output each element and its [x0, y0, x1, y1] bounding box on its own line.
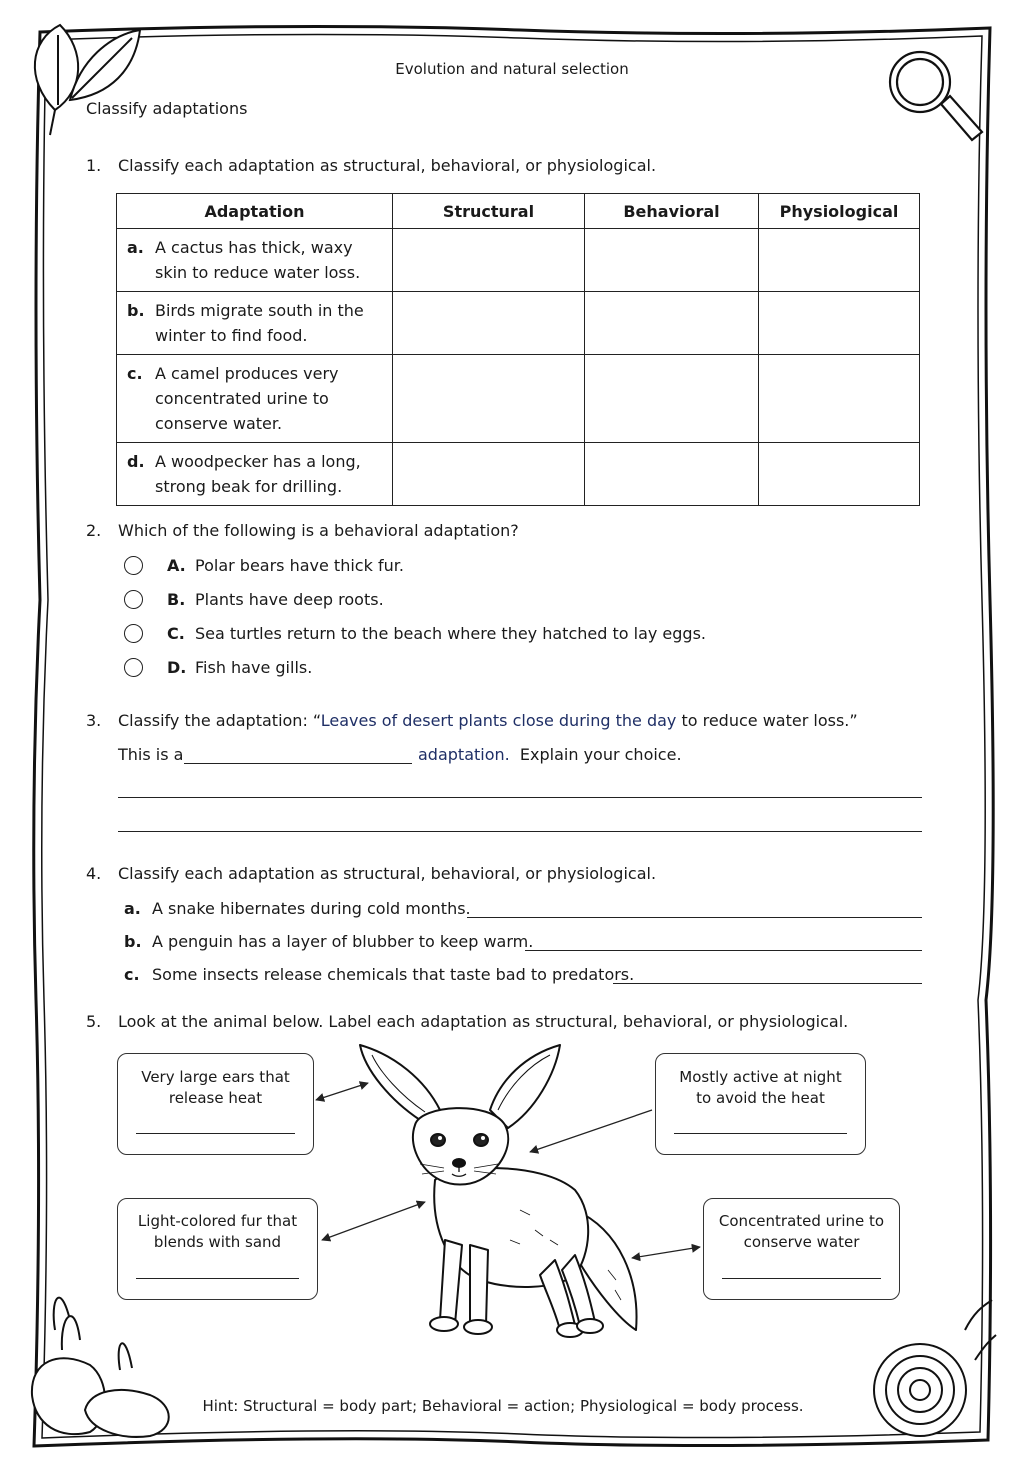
- fill-in-end-text: adaptation.: [418, 745, 510, 764]
- column-header-physiological: Physiological: [759, 194, 920, 229]
- question-prompt: Classify each adaptation as structural, behavioral, or physiological.: [118, 864, 657, 883]
- option-letter: A.: [167, 556, 186, 575]
- column-header-behavioral: Behavioral: [585, 194, 759, 229]
- option-text: Plants have deep roots.: [195, 590, 384, 609]
- question-number: 3.: [86, 711, 102, 730]
- label-box-fur: [117, 1198, 318, 1300]
- label-box-night: [655, 1053, 866, 1155]
- column-header-adaptation: Adaptation: [117, 194, 393, 229]
- label-text: Very large ears that release heat: [141, 1068, 290, 1107]
- option-text: Polar bears have thick fur.: [195, 556, 404, 575]
- label-text: Light-colored fur that blends with sand: [137, 1212, 298, 1251]
- option-letter: D.: [167, 658, 187, 677]
- option-letter: C.: [167, 624, 185, 643]
- item-letter: d.: [127, 452, 145, 471]
- column-header-structural: Structural: [393, 194, 585, 229]
- arrow-fur: [322, 1202, 425, 1240]
- item-letter: a.: [124, 899, 141, 918]
- answer-line[interactable]: [136, 1133, 295, 1134]
- item-text: A snake hibernates during cold months.: [152, 899, 471, 918]
- fill-in-start: This is a: [118, 745, 184, 764]
- option-text: Sea turtles return to the beach where they hatched to lay eggs.: [195, 624, 707, 643]
- question-number: 5.: [86, 1012, 102, 1031]
- quoted-adaptation: Leaves of desert plants close during the day: [320, 711, 677, 730]
- question-number: 1.: [86, 156, 102, 175]
- explain-instruction: Explain your choice.: [519, 745, 682, 764]
- subject-title: Evolution and natural selection: [395, 60, 629, 78]
- page-title: Classify adaptations: [86, 99, 248, 118]
- item-letter: c.: [124, 965, 140, 984]
- item-text: A woodpecker has a long, strong beak for drilling.: [155, 452, 361, 496]
- question-prompt: Classify each adaptation as structural, behavioral, or physiological.: [118, 156, 657, 175]
- item-text: Birds migrate south in the winter to find food.: [155, 301, 364, 345]
- item-letter: c.: [127, 364, 143, 383]
- question-number: 2.: [86, 521, 102, 540]
- question-number: 4.: [86, 864, 102, 883]
- question-prompt: Look at the animal below. Label each adaptation as structural, behavioral, or physiological.: [118, 1012, 849, 1031]
- item-text: A penguin has a layer of blubber to keep warm.: [152, 932, 534, 951]
- question-prompt: Which of the following is a behavioral adaptation?: [118, 521, 519, 540]
- item-letter: b.: [124, 932, 142, 951]
- arrow-night: [530, 1110, 652, 1152]
- hint-text: Hint: Structural = body part; Behavioral = action; Physiological = body process.: [202, 1397, 804, 1415]
- prompt-start: Classify the adaptation: “: [118, 711, 321, 730]
- option-text: Fish have gills.: [195, 658, 313, 677]
- prompt-end: to reduce water loss.”: [676, 711, 858, 730]
- label-box-urine: [703, 1198, 900, 1300]
- item-letter: b.: [127, 301, 145, 320]
- item-text: Some insects release chemicals that taste bad to predators.: [152, 965, 635, 984]
- arrow-ears: [316, 1083, 368, 1100]
- label-box-ears: [117, 1053, 314, 1155]
- item-text: A camel produces very concentrated urine to conserve water.: [155, 364, 339, 433]
- option-letter: B.: [167, 590, 186, 609]
- item-letter: a.: [127, 238, 144, 257]
- label-text: Mostly active at night to avoid the heat: [679, 1068, 842, 1107]
- item-text: A cactus has thick, waxy skin to reduce water loss.: [155, 238, 361, 282]
- arrow-urine: [632, 1247, 700, 1258]
- answer-line[interactable]: [722, 1278, 881, 1279]
- label-text: Concentrated urine to conserve water: [718, 1212, 885, 1251]
- answer-line[interactable]: [136, 1278, 299, 1279]
- answer-line[interactable]: [674, 1133, 847, 1134]
